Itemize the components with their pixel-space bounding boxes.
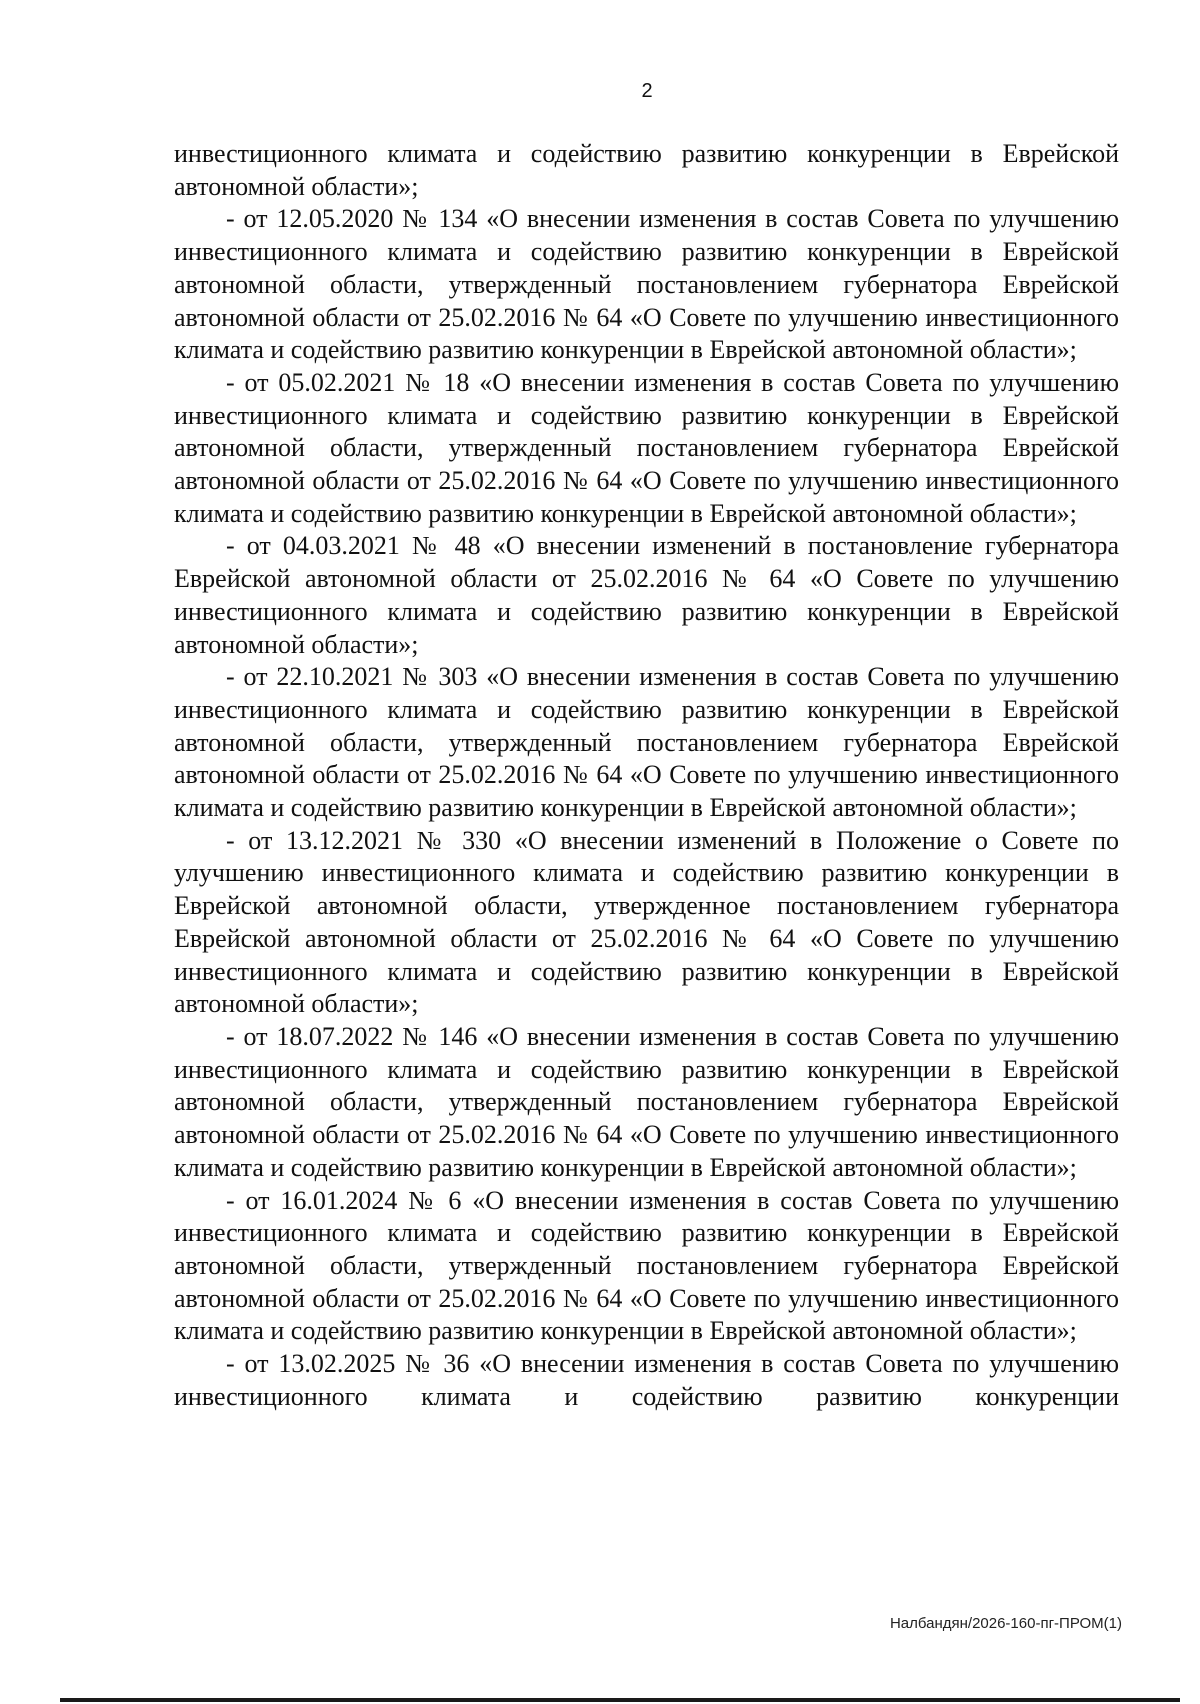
scan-edge-divider	[60, 1698, 1180, 1702]
list-item-2024-6: - от 16.01.2024 № 6 «О внесении изменения в состав Совета по улучшению инвестиционного климата и содействию развитию конкуренции в Еврейской автономной области, утвержденный постановлением губернатора Еврейской автономной области от 25.02.2016 № 64 «О Совете по улучшению инвестиционного климата и содействию развитию конкуренции в Еврейской автономной области»;	[174, 1185, 1119, 1346]
document-code-footer: Налбандян/2026-160-пг-ПРОМ(1)	[889, 1615, 1122, 1632]
list-item-2021-303: - от 22.10.2021 № 303 «О внесении изменения в состав Совета по улучшению инвестиционного климата и содействию развитию конкуренции в Еврейской автономной области, утвержденный постановлением губернатора Еврейской автономной области от 25.02.2016 № 64 «О Совете по улучшению инвестиционного климата и содействию развитию конкуренции в Еврейской автономной области»;	[174, 662, 1119, 823]
page-number: 2	[641, 80, 653, 102]
list-item-2021-330: - от 13.12.2021 № 330 «О внесении изменений в Положение о Совете по улучшению инвестиционного климата и содействию развитию конкуренции в Еврейской автономной области, утвержденное постановлением губернатора Еврейской автономной области от 25.02.2016 № 64 «О Совете по улучшению инвестиционного климата и содействию развитию конкуренции в Еврейской автономной области»;	[174, 825, 1119, 1019]
list-item-2025-36: - от 13.02.2025 № 36 «О внесении изменения в состав Совета по улучшению инвестиционного климата и содействию развитию конкуренции	[174, 1349, 1119, 1411]
list-item-2021-48: - от 04.03.2021 № 48 «О внесении изменений в постановление губернатора Еврейской автономной области от 25.02.2016 № 64 «О Совете по улучшению инвестиционного климата и содействию развитию конкуренции в Еврейской автономной области»;	[174, 531, 1119, 659]
list-item-2020-134: - от 12.05.2020 № 134 «О внесении изменения в состав Совета по улучшению инвестиционного климата и содействию развитию конкуренции в Еврейской автономной области, утвержденный постановлением губернатора Еврейской автономной области от 25.02.2016 № 64 «О Совете по улучшению инвестиционного климата и содействию развитию конкуренции в Еврейской автономной области»;	[174, 204, 1119, 365]
paragraph-continuation: инвестиционного климата и содействию развитию конкуренции в Еврейской автономной области»;	[174, 139, 1119, 201]
document-body	[174, 138, 1119, 1413]
list-item-2022-146: - от 18.07.2022 № 146 «О внесении изменения в состав Совета по улучшению инвестиционного климата и содействию развитию конкуренции в Еврейской автономной области, утвержденный постановлением губернатора Еврейской автономной области от 25.02.2016 № 64 «О Совете по улучшению инвестиционного климата и содействию развитию конкуренции в Еврейской автономной области»;	[174, 1021, 1119, 1182]
list-item-2021-18: - от 05.02.2021 № 18 «О внесении изменения в состав Совета по улучшению инвестиционного климата и содействию развитию конкуренции в Еврейской автономной области, утвержденный постановлением губернатора Еврейской автономной области от 25.02.2016 № 64 «О Совете по улучшению инвестиционного климата и содействию развитию конкуренции в Еврейской автономной области»;	[174, 367, 1119, 528]
